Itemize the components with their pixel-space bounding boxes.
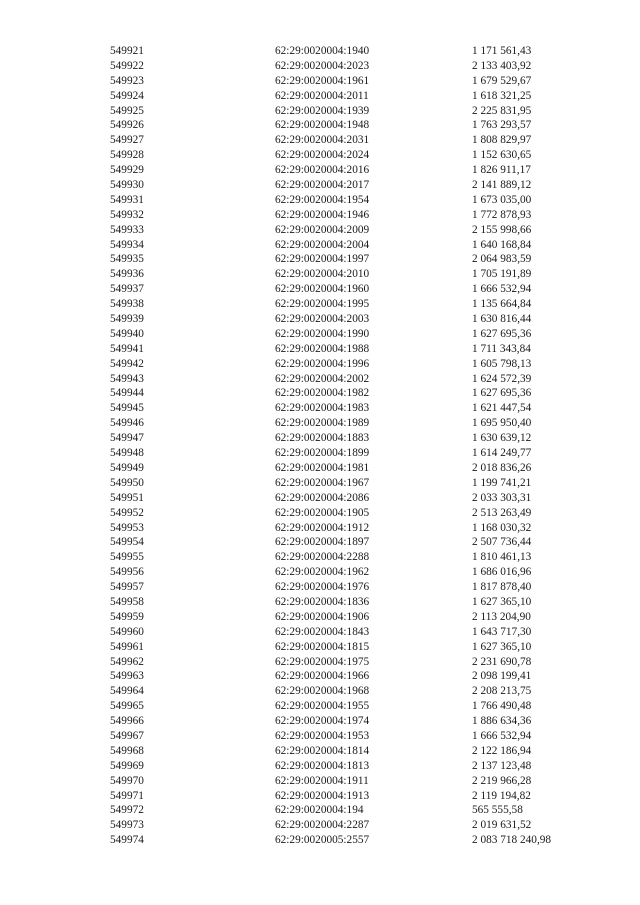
cadastral-value: 1 621 447,54: [472, 402, 532, 415]
cadastral-number: 62:29:0020004:1955: [275, 700, 370, 713]
cadastral-value: 1 618 321,25: [472, 89, 532, 102]
cadastral-number: 62:29:0020004:1883: [275, 432, 370, 445]
cadastral-number: 62:29:0020004:1953: [275, 729, 370, 742]
cadastral-value: 1 135 664,84: [472, 298, 532, 311]
table-row: [110, 208, 580, 223]
table-row: [110, 565, 580, 580]
cadastral-value: 1 630 639,12: [472, 432, 532, 445]
row-number: 549967: [110, 729, 144, 742]
table-row: [110, 684, 580, 699]
table-row: [110, 446, 580, 461]
cadastral-value: 1 666 532,94: [472, 283, 532, 296]
cadastral-value: 1 886 634,36: [472, 715, 532, 728]
cadastral-value: 1 810 461,13: [472, 551, 532, 564]
cadastral-value: 1 643 717,30: [472, 625, 532, 638]
cadastral-value: 2 513 263,49: [472, 506, 532, 519]
table-row: [110, 655, 580, 670]
cadastral-value: 1 705 191,89: [472, 268, 532, 281]
cadastral-number: 62:29:0020004:2002: [275, 372, 370, 385]
table-row: [110, 163, 580, 178]
cadastral-number: 62:29:0020004:1939: [275, 104, 370, 117]
table-row: [110, 178, 580, 193]
table-row: [110, 401, 580, 416]
cadastral-number: 62:29:0020004:1836: [275, 595, 370, 608]
table-row: [110, 491, 580, 506]
table-row: [110, 699, 580, 714]
row-number: 549927: [110, 134, 144, 147]
cadastral-value: 1 171 561,43: [472, 45, 532, 57]
row-number: 549943: [110, 372, 144, 385]
cadastral-number: 62:29:0020004:1961: [275, 74, 370, 87]
table-row: [110, 580, 580, 595]
table-row: [110, 252, 580, 267]
row-number: 549955: [110, 551, 144, 564]
table-row: [110, 357, 580, 372]
cadastral-number: 62:29:0020004:1946: [275, 208, 370, 221]
table-row: [110, 803, 580, 818]
cadastral-number: 62:29:0020004:2288: [275, 551, 370, 564]
row-number: 549957: [110, 581, 144, 594]
row-number: 549948: [110, 447, 144, 460]
cadastral-value: 1 614 249,77: [472, 447, 532, 460]
cadastral-value: 1 627 365,10: [472, 640, 532, 653]
cadastral-number: 62:29:0020004:1843: [275, 625, 370, 638]
cadastral-number: 62:29:0020004:2031: [275, 134, 370, 147]
cadastral-number: 62:29:0020004:1967: [275, 476, 370, 489]
cadastral-value: 1 766 490,48: [472, 700, 532, 713]
table-row: [110, 789, 580, 804]
table-row: [110, 133, 580, 148]
table-row: [110, 89, 580, 104]
row-number: 549931: [110, 193, 144, 206]
row-number: 549944: [110, 387, 144, 400]
table-row: [110, 550, 580, 565]
row-number: 549947: [110, 432, 144, 445]
row-number: 549933: [110, 223, 144, 236]
cadastral-value: 2 507 736,44: [472, 536, 532, 549]
table-row: [110, 833, 580, 848]
cadastral-number: 62:29:0020004:194: [275, 804, 364, 817]
cadastral-value: 1 711 343,84: [472, 342, 531, 355]
cadastral-value: 1 763 293,57: [472, 119, 532, 132]
cadastral-value: 2 133 403,92: [472, 59, 532, 72]
table-row: [110, 372, 580, 387]
cadastral-value: 2 225 831,95: [472, 104, 532, 117]
cadastral-value: 2 119 194,82: [472, 789, 531, 802]
cadastral-value-table: [110, 44, 580, 848]
cadastral-value: 1 808 829,97: [472, 134, 532, 147]
row-number: 549946: [110, 417, 144, 430]
cadastral-value: 2 137 123,48: [472, 759, 532, 772]
cadastral-number: 62:29:0020004:2003: [275, 313, 370, 326]
cadastral-number: 62:29:0020004:2287: [275, 819, 370, 832]
row-number: 549936: [110, 268, 144, 281]
cadastral-value: 1 627 695,36: [472, 327, 532, 340]
cadastral-value: 2 122 186,94: [472, 744, 532, 757]
row-number: 549958: [110, 595, 144, 608]
cadastral-value: 2 231 690,78: [472, 655, 532, 668]
row-number: 549921: [110, 45, 144, 57]
cadastral-value: 1 627 695,36: [472, 387, 532, 400]
cadastral-number: 62:29:0020004:2011: [275, 89, 369, 102]
cadastral-number: 62:29:0020004:1988: [275, 342, 370, 355]
table-row: [110, 386, 580, 401]
row-number: 549949: [110, 461, 144, 474]
cadastral-number: 62:29:0020004:1948: [275, 119, 370, 132]
cadastral-number: 62:29:0020005:2557: [275, 834, 370, 847]
cadastral-number: 62:29:0020004:1968: [275, 685, 370, 698]
row-number: 549963: [110, 670, 144, 683]
table-row: [110, 506, 580, 521]
cadastral-number: 62:29:0020004:2010: [275, 268, 370, 281]
cadastral-value: 2 113 204,90: [472, 610, 531, 623]
cadastral-value: 2 018 836,26: [472, 461, 532, 474]
cadastral-number: 62:29:0020004:2004: [275, 238, 370, 251]
row-number: 549940: [110, 327, 144, 340]
row-number: 549945: [110, 402, 144, 415]
table-row: [110, 74, 580, 89]
table-row: [110, 669, 580, 684]
table-row: [110, 416, 580, 431]
row-number: 549950: [110, 476, 144, 489]
cadastral-number: 62:29:0020004:1940: [275, 45, 370, 57]
table-row: [110, 476, 580, 491]
row-number: 549925: [110, 104, 144, 117]
table-row: [110, 595, 580, 610]
cadastral-value: 1 666 532,94: [472, 729, 532, 742]
cadastral-value: 1 199 741,21: [472, 476, 532, 489]
cadastral-number: 62:29:0020004:1815: [275, 640, 370, 653]
table-row: [110, 193, 580, 208]
cadastral-number: 62:29:0020004:1905: [275, 506, 370, 519]
table-row: [110, 223, 580, 238]
table-row: [110, 535, 580, 550]
row-number: 549922: [110, 59, 144, 72]
cadastral-value: 2 064 983,59: [472, 253, 532, 266]
row-number: 549966: [110, 715, 144, 728]
row-number: 549951: [110, 491, 144, 504]
table-row: [110, 640, 580, 655]
row-number: 549952: [110, 506, 144, 519]
row-number: 549959: [110, 610, 144, 623]
row-number: 549961: [110, 640, 144, 653]
cadastral-number: 62:29:0020004:1911: [275, 774, 369, 787]
table-row: [110, 297, 580, 312]
cadastral-number: 62:29:0020004:1906: [275, 610, 370, 623]
row-number: 549924: [110, 89, 144, 102]
cadastral-value: 1 640 168,84: [472, 238, 532, 251]
cadastral-value: 2 141 889,12: [472, 179, 532, 192]
cadastral-number: 62:29:0020004:1897: [275, 536, 370, 549]
cadastral-value: 1 826 911,17: [472, 164, 531, 177]
cadastral-number: 62:29:0020004:1954: [275, 193, 370, 206]
cadastral-number: 62:29:0020004:1976: [275, 581, 370, 594]
table-row: [110, 461, 580, 476]
cadastral-value: 1 686 016,96: [472, 566, 532, 579]
table-row: [110, 118, 580, 133]
row-number: 549932: [110, 208, 144, 221]
row-number: 549937: [110, 283, 144, 296]
table-row: [110, 521, 580, 536]
cadastral-number: 62:29:0020004:1982: [275, 387, 370, 400]
table-row: [110, 818, 580, 833]
row-number: 549972: [110, 804, 144, 817]
row-number: 549929: [110, 164, 144, 177]
row-number: 549930: [110, 179, 144, 192]
cadastral-number: 62:29:0020004:1899: [275, 447, 370, 460]
row-number: 549926: [110, 119, 144, 132]
row-number: 549965: [110, 700, 144, 713]
cadastral-value: 565 555,58: [472, 804, 523, 817]
cadastral-value: 1 817 878,40: [472, 581, 532, 594]
row-number: 549956: [110, 566, 144, 579]
row-number: 549962: [110, 655, 144, 668]
cadastral-number: 62:29:0020004:2017: [275, 179, 370, 192]
table-row: [110, 327, 580, 342]
table-row: [110, 610, 580, 625]
row-number: 549941: [110, 342, 144, 355]
cadastral-number: 62:29:0020004:1990: [275, 327, 370, 340]
table-row: [110, 59, 580, 74]
row-number: 549971: [110, 789, 144, 802]
cadastral-number: 62:29:0020004:1974: [275, 715, 370, 728]
row-number: 549968: [110, 744, 144, 757]
row-number: 549973: [110, 819, 144, 832]
table-row: [110, 714, 580, 729]
table-row: [110, 625, 580, 640]
cadastral-value: 2 019 631,52: [472, 819, 532, 832]
cadastral-number: 62:29:0020004:1997: [275, 253, 370, 266]
table-row: [110, 267, 580, 282]
cadastral-number: 62:29:0020004:1996: [275, 357, 370, 370]
row-number: 549974: [110, 834, 144, 847]
cadastral-number: 62:29:0020004:2023: [275, 59, 370, 72]
table-row: [110, 238, 580, 253]
cadastral-value: 1 630 816,44: [472, 313, 532, 326]
row-number: 549928: [110, 149, 144, 162]
cadastral-number: 62:29:0020004:1913: [275, 789, 370, 802]
cadastral-number: 62:29:0020004:1975: [275, 655, 370, 668]
row-number: 549964: [110, 685, 144, 698]
cadastral-number: 62:29:0020004:2024: [275, 149, 370, 162]
cadastral-number: 62:29:0020004:1813: [275, 759, 370, 772]
cadastral-value: 1 772 878,93: [472, 208, 532, 221]
cadastral-value: 1 673 035,00: [472, 193, 532, 206]
cadastral-value: 1 695 950,40: [472, 417, 532, 430]
table-row: [110, 431, 580, 446]
table-row: [110, 44, 580, 59]
cadastral-value: 1 627 365,10: [472, 595, 532, 608]
row-number: 549923: [110, 74, 144, 87]
cadastral-number: 62:29:0020004:1981: [275, 461, 370, 474]
cadastral-value: 2 033 303,31: [472, 491, 532, 504]
cadastral-number: 62:29:0020004:1814: [275, 744, 370, 757]
cadastral-value: 1 152 630,65: [472, 149, 532, 162]
row-number: 549938: [110, 298, 144, 311]
cadastral-value: 1 624 572,39: [472, 372, 532, 385]
table-row: [110, 774, 580, 789]
table-row: [110, 342, 580, 357]
cadastral-number: 62:29:0020004:1989: [275, 417, 370, 430]
cadastral-value: 2 098 199,41: [472, 670, 532, 683]
table-row: [110, 282, 580, 297]
cadastral-number: 62:29:0020004:1983: [275, 402, 370, 415]
cadastral-number: 62:29:0020004:1912: [275, 521, 370, 534]
row-number: 549935: [110, 253, 144, 266]
row-number: 549942: [110, 357, 144, 370]
cadastral-value: 2 155 998,66: [472, 223, 532, 236]
cadastral-value: 2 219 966,28: [472, 774, 532, 787]
cadastral-number: 62:29:0020004:2009: [275, 223, 370, 236]
row-number: 549953: [110, 521, 144, 534]
cadastral-value: 1 168 030,32: [472, 521, 532, 534]
row-number: 549960: [110, 625, 144, 638]
cadastral-number: 62:29:0020004:2016: [275, 164, 370, 177]
cadastral-value: 2 083 718 240,98: [472, 834, 552, 847]
cadastral-value: 1 679 529,67: [472, 74, 532, 87]
cadastral-number: 62:29:0020004:1960: [275, 283, 370, 296]
cadastral-value: 2 208 213,75: [472, 685, 532, 698]
table-row: [110, 312, 580, 327]
cadastral-value: 1 605 798,13: [472, 357, 532, 370]
cadastral-number: 62:29:0020004:1962: [275, 566, 370, 579]
row-number: 549969: [110, 759, 144, 772]
cadastral-number: 62:29:0020004:1966: [275, 670, 370, 683]
row-number: 549954: [110, 536, 144, 549]
table-row: [110, 759, 580, 774]
row-number: 549970: [110, 774, 144, 787]
table-row: [110, 744, 580, 759]
table-row: [110, 104, 580, 119]
row-number: 549939: [110, 313, 144, 326]
table-row: [110, 148, 580, 163]
table-row: [110, 729, 580, 744]
cadastral-number: 62:29:0020004:2086: [275, 491, 370, 504]
cadastral-number: 62:29:0020004:1995: [275, 298, 370, 311]
row-number: 549934: [110, 238, 144, 251]
